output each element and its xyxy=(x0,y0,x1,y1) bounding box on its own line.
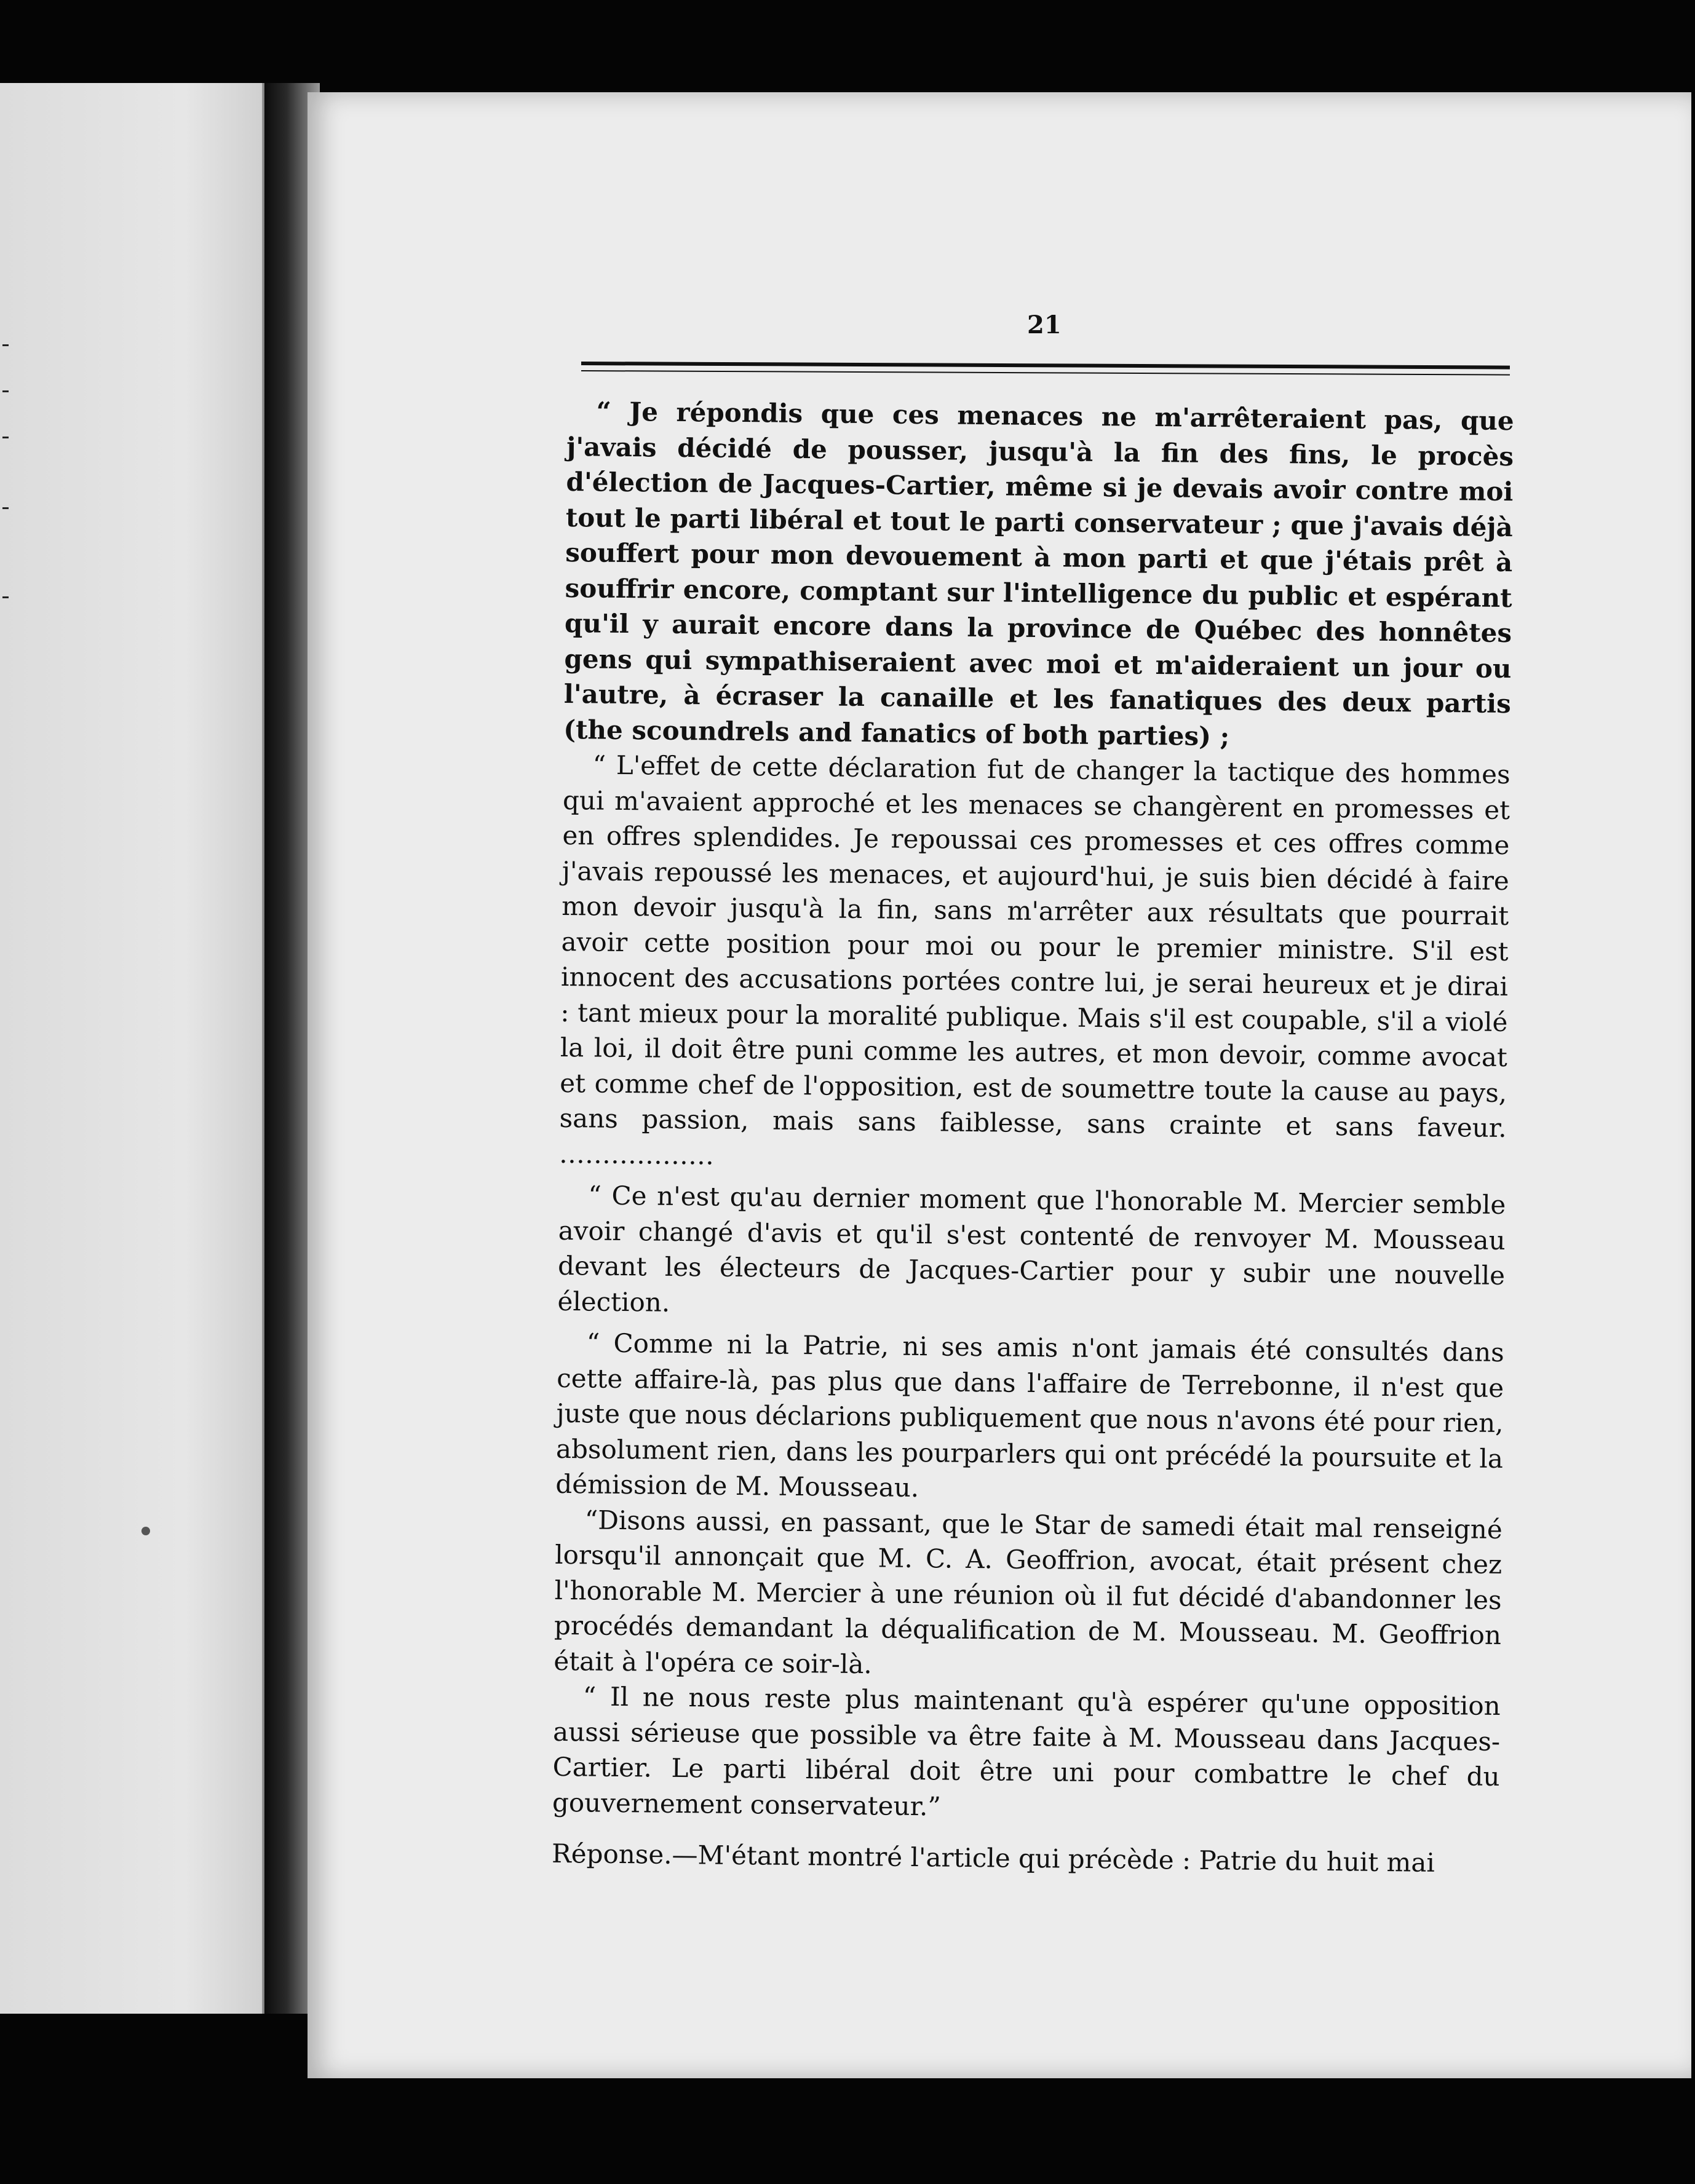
page-edge-mark xyxy=(2,507,9,509)
page-number: 21 xyxy=(1027,311,1062,339)
paragraph: “ Ce n'est qu'au dernier moment que l'honorable M. Mercier semble avoir changé d'avis et qu'il s'est contenté de renvoyer M. Mousseau devant les électeurs de Jacques-Cartier pour y subir une nouvelle élection. xyxy=(557,1180,1506,1318)
page-edge-mark xyxy=(2,390,9,392)
paragraph: “ L'effet de cette déclaration fut de changer la tactique des hommes qui m'avaient approché et les menaces se changèrent en promesses et en offres splendides. Je repoussai ces promesses et ces offres comme j'avais repoussé les menaces, et aujourd'hui, je suis bien décidé à faire mon devoir jusqu'à la fin, sans m'arrêter aux résultats que pourrait avoir cette position pour moi ou pour le premier ministre. S'il est innocent des accusations portées contre lui, je serai heureux et je dirai : tant mieux pour la moralité publique. Mais s'il est coupable, s'il a violé la loi, il doit être puni comme les autres, et mon devoir, comme avocat et comme chef de l'opposition, est de soumettre toute la cause au pays, sans passion, mais sans faiblesse, sans crainte et sans faveur. ……………… xyxy=(558,750,1510,1171)
paragraph: “ Il ne nous reste plus maintenant qu'à espérer qu'une opposition aussi sérieuse que possible va être faite à M. Mousseau dans Jacques-Cartier. Le parti libéral doit être uni pour combattre le chef du gouvernement conservateur.” xyxy=(552,1681,1501,1821)
page-edge-mark xyxy=(2,437,9,438)
paragraph: “ Je répondis que ces menaces ne m'arrêteraient pas, que j'avais décidé de pousser, jusqu'à la fin des fins, le procès d'élection de Jacques-Cartier, même si je devais avoir contre moi tout le parti libéral et tout le parti conservateur ; que j'avais déjà souffert pour mon devouement à mon parti et que j'étais prêt à souffrir encore, comptant sur l'intelligence du public et espérant qu'il y aurait encore dans la province de Québec des honnêtes gens qui sympathiseraient avec moi et m'aideraient un jour ou l'autre, à écraser la canaille et les fanatiques des deux partis (the scoundrels and fanatics of both parties) ; xyxy=(563,396,1514,751)
left-facing-page xyxy=(0,83,264,2014)
body-text xyxy=(552,394,1514,1881)
paragraph-reponse: Réponse.—M'étant montré l'article qui précède : Patrie du huit mai xyxy=(551,1838,1435,1878)
page-speck xyxy=(141,1527,150,1535)
paragraph: “ Comme ni la Patrie, ni ses amis n'ont jamais été consultés dans cette affaire-là, pas plus que dans l'affaire de Terrebonne, il n'est que juste que nous déclarions publiquement que nous n'avons été pour rien, absolument rien, dans les pourparlers qui ont précédé la poursuite et la démission de M. Mousseau. xyxy=(555,1327,1505,1503)
page-edge-mark xyxy=(2,596,9,598)
page-edge-mark xyxy=(2,344,9,346)
paragraph: “Disons aussi, en passant, que le Star de samedi était mal renseigné lorsqu'il annonçait que M. C. A. Geoffrion, avocat, était présent chez l'honorable M. Mercier à une réunion où il fut décidé d'abandonner les procédés demandant la déqualification de M. Mousseau. M. Geoffrion était à l'opéra ce soir-là. xyxy=(554,1504,1502,1679)
